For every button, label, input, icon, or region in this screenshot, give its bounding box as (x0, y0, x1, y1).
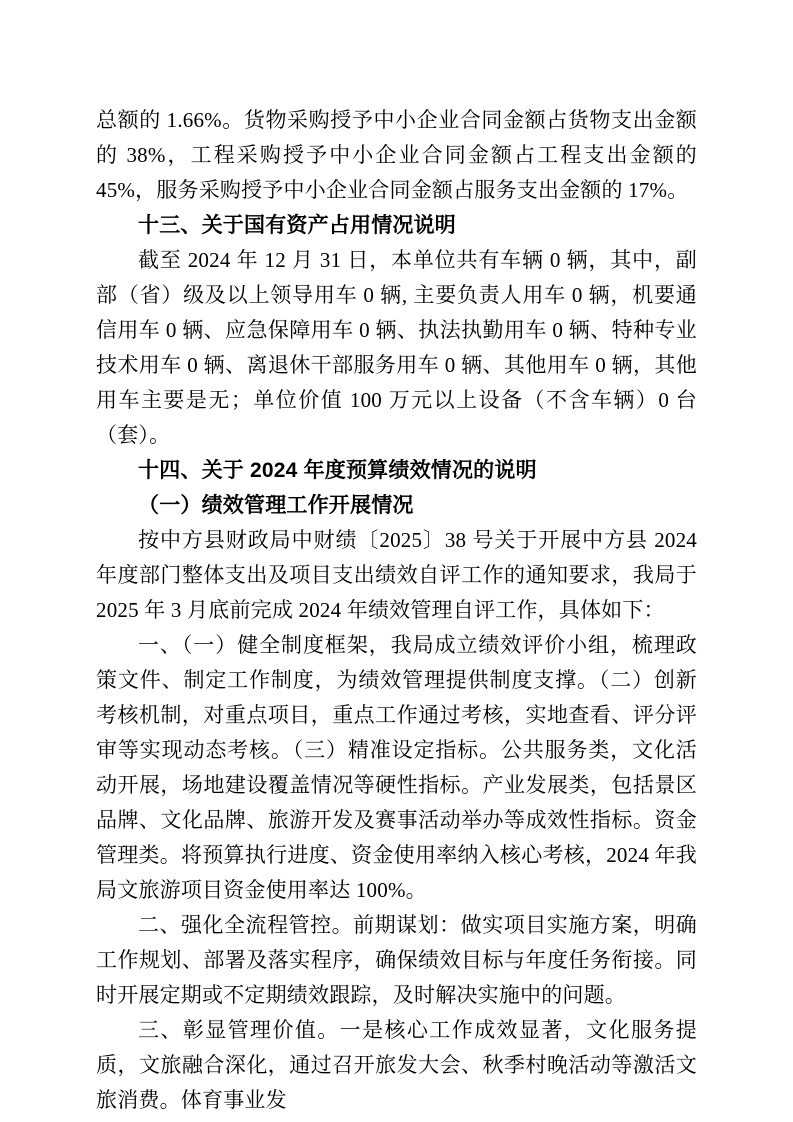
paragraph-management-value: 三、彰显管理价值。一是核心工作成效显著，文化服务提质，文旅融合深化，通过召开旅发大会、秋季村晚活动等激活文旅消费。体育事业发 (96, 1018, 697, 1112)
heading-section-13-state-assets: 十三、关于国有资产占用情况说明 (138, 214, 456, 237)
paragraph-smb-procurement: 总额的 1.66%。货物采购授予中小企业合同金额占货物支出金额的 38%，工程采购授予中小企业合同金额占工程支出金额的 45%，服务采购授予中小企业合同金额占服务支出金额的 17%。 (96, 108, 697, 202)
heading-subsection-performance-management: （一）绩效管理工作开展情况 (138, 494, 414, 517)
paragraph-full-process-control: 二、强化全流程管控。前期谋划：做实项目实施方案，明确工作规划、部署及落实程序，确保绩效目标与年度任务衔接。同时开展定期或不定期绩效跟踪，及时解决实施中的问题。 (96, 913, 697, 1007)
paragraph-state-assets-vehicles: 截至 2024 年 12 月 31 日，本单位共有车辆 0 辆，其中，副部（省）级及以上领导用车 0 辆, 主要负责人用车 0 辆，机要通信用车 0 辆、应急保障用车 0 辆、执法执勤用车 0 辆、特种专业技术用车 0 辆、离退休干部服务用车 0 辆、其他用车 0 辆，其他用车主要是无；单位价值 100 万元以上设备（不含车辆）0 台（套）。 (96, 248, 697, 447)
heading-section-14-budget-performance: 十四、关于 2024 年度预算绩效情况的说明 (138, 459, 537, 482)
paragraph-performance-system-and-indicators: 一、（一）健全制度框架，我局成立绩效评价小组，梳理政策文件、制定工作制度，为绩效管理提供制度支撑。（二）创新考核机制，对重点项目，重点工作通过考核，实地查看、评分评审等实现动态考核。（三）精准设定指标。公共服务类，文化活动开展，场地建设覆盖情况等硬性指标。产业发展类，包括景区品牌、文化品牌、旅游开发及赛事活动举办等成效性指标。资金管理类。将预算执行进度、资金使用率纳入核心考核，2024 年我局文旅游项目资金使用率达 100%。 (96, 633, 697, 902)
paragraph-performance-self-evaluation-notice: 按中方县财政局中财绩〔2025〕38 号关于开展中方县 2024 年度部门整体支出及项目支出绩效自评工作的通知要求，我局于 2025 年 3 月底前完成 2024 年绩效管理自评工作，具体如下： (96, 528, 697, 622)
